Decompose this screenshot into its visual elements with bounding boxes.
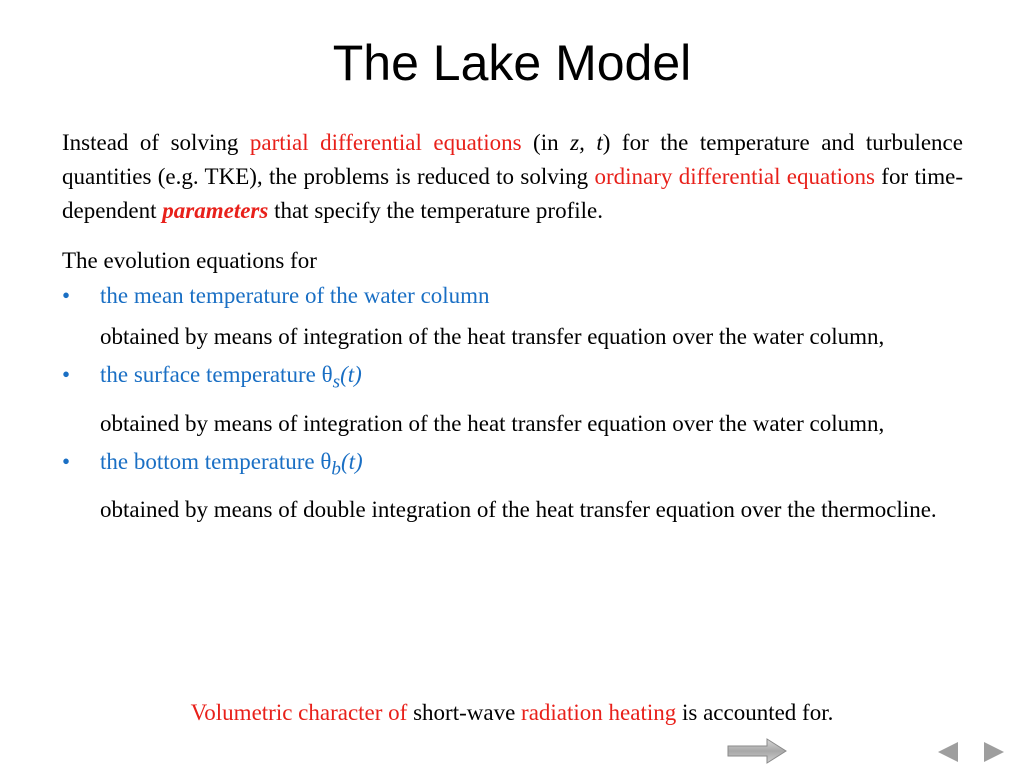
list-item	[62, 280, 963, 352]
right-arrow-icon[interactable]	[727, 738, 787, 764]
footer-text-1: short-wave	[407, 700, 522, 725]
intro-paragraph	[62, 126, 963, 228]
bullet-marker: •	[62, 283, 71, 308]
intro-variables: z, t	[570, 130, 603, 155]
footer-text-2: is accounted for.	[676, 700, 834, 725]
intro-text-5: that specify the temperature profile.	[268, 198, 603, 223]
footer-note	[0, 696, 1024, 730]
intro-text-1: Instead of solving	[62, 130, 250, 155]
footer-radiation-term: radiation heating	[521, 700, 677, 725]
slide-body	[62, 126, 963, 532]
bullet-marker: •	[62, 448, 71, 474]
intro-text-3: ) for the temperature and turbulence quantities (e.g. TKE), the problems is reduced to solving	[62, 130, 963, 189]
bullet-title-text: the bottom temperature	[100, 448, 321, 474]
bullet-heading	[62, 359, 963, 399]
intro-ode-term: ordinary differential equations	[594, 164, 875, 189]
footer-volumetric-term: Volumetric character of	[190, 700, 408, 725]
bullet-title-bottom-temperature	[100, 448, 363, 480]
theta-subscript: s	[332, 371, 341, 393]
theta-argument: (t)	[340, 362, 362, 387]
triangle-right-icon[interactable]	[982, 740, 1006, 764]
equation-list	[62, 280, 963, 525]
bullet-heading	[62, 280, 963, 312]
bullet-title-text: the surface temperature	[100, 362, 322, 387]
list-item	[62, 359, 963, 439]
intro-text-4: for time-dependent	[62, 164, 963, 223]
bullet-title-mean-temperature: the mean temperature of the water column	[100, 283, 490, 308]
list-item	[62, 446, 963, 526]
triangle-left-icon[interactable]	[936, 740, 960, 764]
evolution-lead: The evolution equations for	[62, 248, 317, 273]
bullet-description: obtained by means of integration of the heat transfer equation over the water column,	[100, 410, 885, 436]
theta-symbol: θ	[321, 362, 333, 387]
slide-title: The Lake Model	[332, 35, 692, 91]
theta-symbol: θ	[320, 448, 332, 474]
theta-subscript: b	[331, 458, 341, 480]
theta-argument: (t)	[340, 448, 363, 474]
intro-parameters-term: parameters	[162, 198, 269, 223]
bullet-description: obtained by means of integration of the heat transfer equation over the water column,	[100, 324, 885, 349]
bullet-description: obtained by means of double integration of the heat transfer equation over the thermocline.	[100, 497, 937, 523]
bullet-heading	[62, 446, 963, 486]
bullet-marker: •	[62, 362, 71, 387]
intro-text-2: (in	[521, 130, 571, 155]
intro-pde-term: partial differential equations	[249, 130, 522, 155]
bullet-title-surface-temperature	[100, 362, 362, 393]
